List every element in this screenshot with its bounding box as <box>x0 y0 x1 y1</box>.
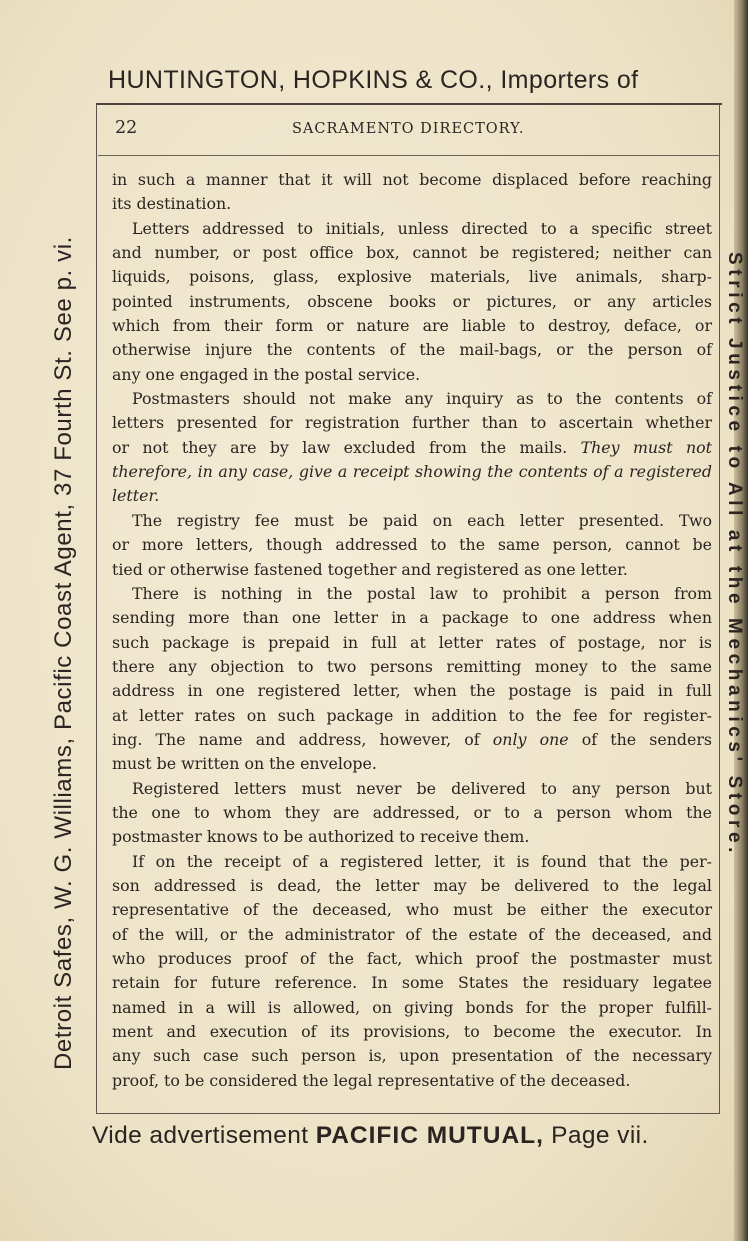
text-segment: The name and address, however, of <box>155 729 480 749</box>
text-line <box>112 484 712 508</box>
text-segment: ing. <box>112 729 143 749</box>
text-line: any such case such person is, upon presentation of the necessary <box>112 1046 712 1066</box>
text-line: Postmasters should not make any inquiry as to the contents of <box>132 389 712 409</box>
text-line: and number, or post office box, cannot be registered; neither can <box>112 243 712 263</box>
left-margin-advertisement: Detroit Safes, W. G. Williams, Pacific Coast Agent, 37 Fourth St. See p. vi. <box>50 236 77 1070</box>
text-line: at letter rates on such package in addition to the fee for register- <box>112 705 712 725</box>
text-line: son addressed is dead, the letter may be delivered to the legal <box>112 875 712 895</box>
bottom-advertisement <box>92 1122 738 1150</box>
text-line <box>112 728 712 752</box>
text-line: representative of the deceased, who must be either the executor <box>112 900 712 920</box>
header-rule <box>98 155 720 156</box>
text-line: the one to whom they are addressed, or to a person whom the <box>112 802 712 822</box>
body-text <box>112 168 712 1093</box>
text-line: sending more than one letter in a package to one address when <box>112 608 712 628</box>
text-line: there any objection to two persons remitting money to the same <box>112 656 712 676</box>
text-line: proof, to be considered the legal representative of the deceased. <box>112 1070 631 1090</box>
bottom-ad-name: PACIFIC MUTUAL, <box>315 1122 544 1149</box>
text-line: any one engaged in the postal service. <box>112 364 421 384</box>
bottom-ad-prefix: Vide advertisement <box>92 1122 309 1149</box>
text-line: address in one registered letter, when the postage is paid in full <box>112 681 712 701</box>
italic-text: They must not <box>580 437 712 457</box>
text-line: its destination. <box>112 194 232 214</box>
text-line <box>112 436 712 460</box>
text-line: There is nothing in the postal law to prohibit a person from <box>132 583 712 603</box>
text-line: ment and execution of its provisions, to become the executor. In <box>112 1022 712 1042</box>
text-line: such package is prepaid in full at letter rates of postage, nor is <box>112 632 712 652</box>
top-advertisement: HUNTINGTON, HOPKINS & CO., Importers of <box>108 66 639 94</box>
text-line: which from their form or nature are liable to destroy, deface, or <box>112 316 712 336</box>
italic-text: only one <box>492 729 569 749</box>
bottom-ad-suffix: Page vii. <box>551 1122 649 1149</box>
text-line: in such a manner that it will not become displaced before reaching <box>112 170 712 189</box>
text-line: Registered letters must never be delivered to any person but <box>132 778 712 798</box>
running-title: SACRAMENTO DIRECTORY. <box>292 121 525 137</box>
text-line: must be written on the envelope. <box>112 754 377 774</box>
text-line: liquids, poisons, glass, explosive materials, live animals, sharp- <box>112 267 712 287</box>
text-line <box>112 460 712 484</box>
text-line: or more letters, though addressed to the same person, cannot be <box>112 535 712 555</box>
text-line: tied or otherwise fastened together and registered as one letter. <box>112 559 628 579</box>
text-line: Letters addressed to initials, unless directed to a specific street <box>132 218 712 238</box>
text-line: If on the receipt of a registered letter, it is found that the per- <box>132 851 712 871</box>
text-line: postmaster knows to be authorized to receive them. <box>112 827 530 847</box>
right-margin-advertisement: Strict Justice to All at the Mechanics' Store. <box>724 252 745 858</box>
text-line: pointed instruments, obscene books or pictures, or any articles <box>112 291 712 311</box>
italic-text: letter. <box>112 486 160 506</box>
text-line: named in a will is allowed, on giving bonds for the proper fulfill- <box>112 997 712 1017</box>
text-line: otherwise injure the contents of the mail-bags, or the person of <box>112 340 712 360</box>
page-number: 22 <box>115 118 138 138</box>
text-line: letters presented for registration further than to ascertain whether <box>112 413 712 433</box>
text-line: retain for future reference. In some States the residuary legatee <box>112 973 712 993</box>
text-segment: of the senders <box>581 729 712 749</box>
text-line: of the will, or the administrator of the estate of the deceased, and <box>112 924 712 944</box>
text-line: who produces proof of the fact, which proof the postmaster must <box>112 949 712 968</box>
text-segment: or not they are by law excluded from the mails. <box>112 437 568 457</box>
italic-text: therefore, in any case, give a receipt showing the contents of a registered <box>112 462 712 482</box>
text-line: The registry fee must be paid on each letter presented. Two <box>132 510 712 530</box>
